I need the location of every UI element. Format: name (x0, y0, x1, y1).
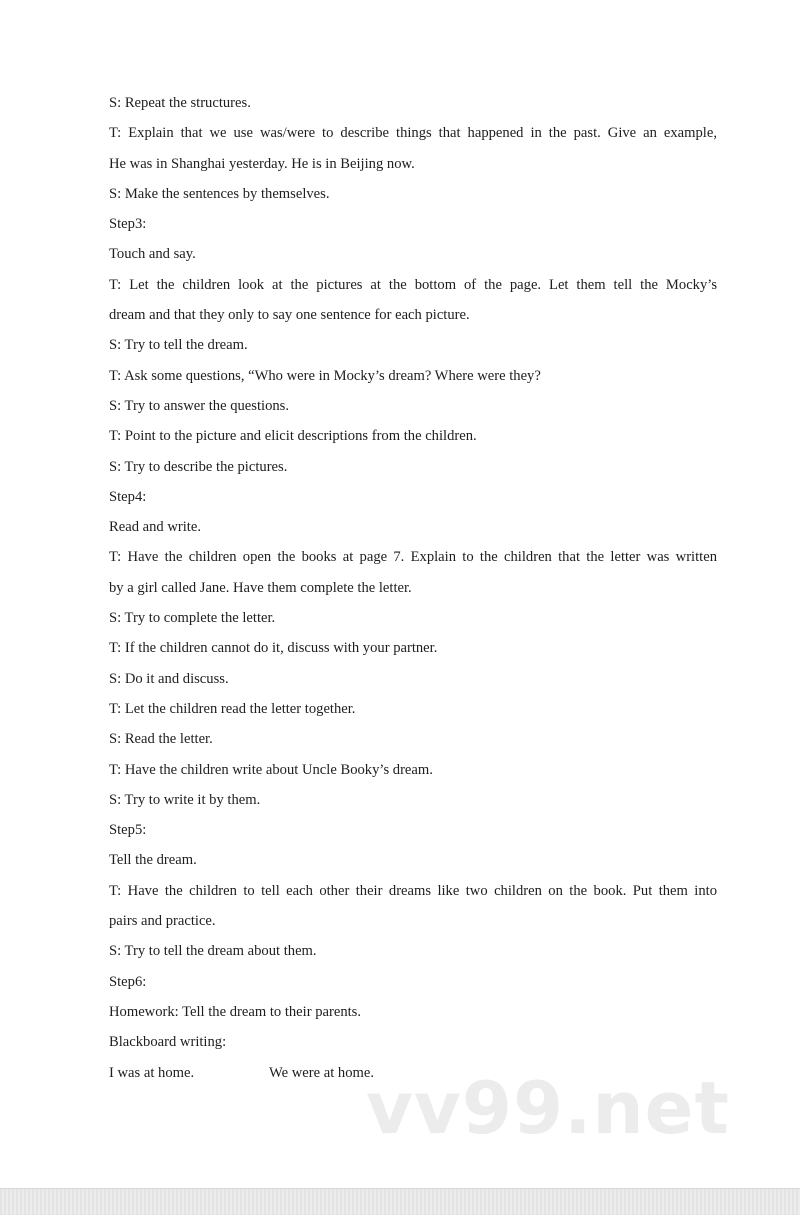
text-line: by a girl called Jane. Have them complete the letter. (109, 579, 412, 596)
text-line: T: Ask some questions, “Who were in Mocky’s dream? Where were they? (109, 367, 541, 384)
blackboard-right-sentence: We were at home. (269, 1064, 374, 1081)
text-line: S: Try to answer the questions. (109, 397, 289, 414)
step-heading: Step5: (109, 822, 147, 839)
text-line: T: Let the children look at the pictures at the bottom of the page. Let them tell the Mocky’s (109, 276, 717, 293)
text-line: He was in Shanghai yesterday. He is in Beijing now. (109, 155, 415, 172)
text-line: T: Have the children write about Uncle Booky’s dream. (109, 761, 433, 778)
document-body (109, 88, 717, 1088)
text-line: Blackboard writing: (109, 1034, 227, 1051)
text-line: T: Have the children open the books at page 7. Explain to the children that the letter was written (109, 549, 717, 566)
page-bottom-strip (0, 1188, 800, 1215)
text-line: T: Point to the picture and elicit descriptions from the children. (109, 428, 477, 445)
text-line: Homework: Tell the dream to their parents. (109, 1003, 361, 1020)
step-heading: Step4: (109, 488, 147, 505)
blackboard-left-sentence: I was at home. (109, 1064, 195, 1081)
text-line: S: Do it and discuss. (109, 670, 229, 687)
text-line: S: Try to complete the letter. (109, 610, 276, 627)
text-line: S: Try to tell the dream. (109, 337, 248, 354)
text-line: Tell the dream. (109, 852, 197, 869)
text-line: Read and write. (109, 519, 201, 536)
text-line: S: Read the letter. (109, 731, 213, 748)
step-heading: Step6: (109, 973, 147, 990)
text-line: T: Have the children to tell each other their dreams like two children on the book. Put them into (109, 882, 717, 899)
text-line: dream and that they only to say one sentence for each picture. (109, 307, 470, 324)
text-line: T: If the children cannot do it, discuss with your partner. (109, 640, 438, 657)
text-line: S: Make the sentences by themselves. (109, 185, 330, 202)
watermark: vv99.net (366, 1066, 730, 1150)
text-line: S: Try to tell the dream about them. (109, 943, 317, 960)
step-heading: Step3: (109, 216, 147, 233)
text-line: Touch and say. (109, 246, 196, 263)
text-line: T: Explain that we use was/were to describe things that happened in the past. Give an example, (109, 125, 717, 142)
text-line: T: Let the children read the letter together. (109, 700, 356, 717)
text-line: pairs and practice. (109, 913, 216, 930)
text-line: S: Try to write it by them. (109, 791, 261, 808)
text-line: S: Try to describe the pictures. (109, 458, 288, 475)
text-line: S: Repeat the structures. (109, 95, 251, 111)
